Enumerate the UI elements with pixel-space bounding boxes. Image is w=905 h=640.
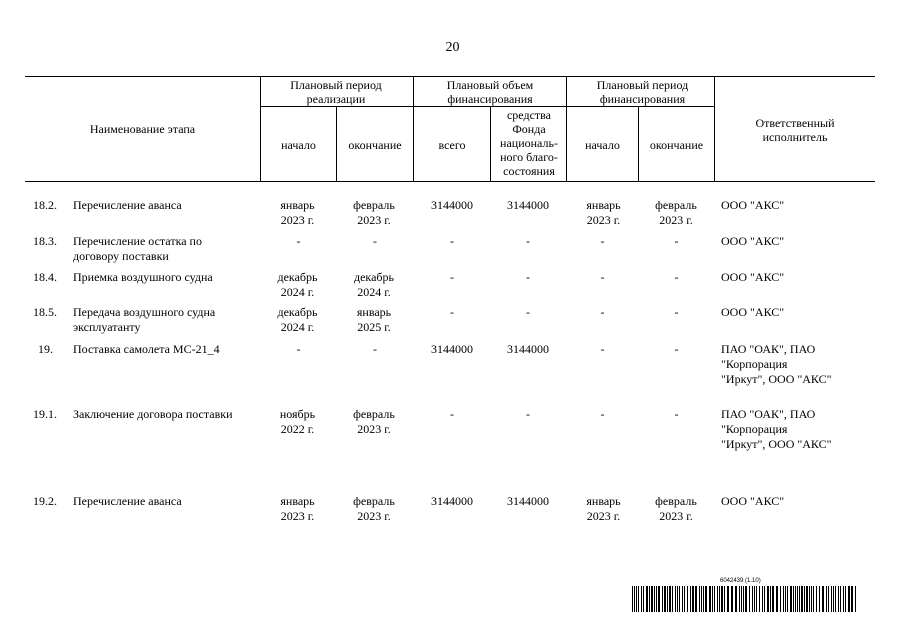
row-fin-start: январь 2023 г. <box>586 494 621 523</box>
header-stage-name: Наименование этапа <box>89 122 196 136</box>
row-number: 18.4. <box>33 270 57 284</box>
row-impl-end: январь 2025 г. <box>356 305 392 334</box>
row-stage-name: Перечисление остатка по договору поставки <box>73 234 202 263</box>
row-total: - <box>450 234 454 248</box>
row-stage-name: Поставка самолета МС-21_4 <box>73 342 220 356</box>
row-fin-start: январь 2023 г. <box>586 198 621 227</box>
row-number: 19.2. <box>33 494 57 508</box>
row-responsible: ООО "АКС" <box>721 494 785 508</box>
table-top-border <box>25 76 875 77</box>
row-stage-name: Приемка воздушного судна <box>73 270 213 284</box>
row-total: 3144000 <box>431 342 473 356</box>
row-impl-start: январь 2023 г. <box>280 198 315 227</box>
row-impl-start: - <box>296 234 301 248</box>
header-responsible: Ответственный исполнитель <box>755 116 835 144</box>
header-fin-period: Плановый период финансирования <box>596 78 689 106</box>
header-fund: средства Фонда националь-ного благо-состояния <box>500 108 558 178</box>
row-stage-name: Передача воздушного судна эксплуатанту <box>73 305 216 334</box>
row-impl-end: февраль 2023 г. <box>353 494 395 523</box>
barcode-icon <box>632 586 856 612</box>
row-impl-end: февраль 2023 г. <box>353 407 395 436</box>
row-fund: 3144000 <box>507 198 549 212</box>
row-responsible: ПАО "ОАК", ПАО "Корпорация "Иркут", ООО "АКС" <box>721 342 832 386</box>
row-number: 18.5. <box>33 305 57 319</box>
page-number: 20 <box>445 40 460 55</box>
col-divider <box>714 76 715 181</box>
row-impl-start: ноябрь 2022 г. <box>279 407 316 436</box>
row-number: 18.2. <box>33 198 57 212</box>
row-fund: 3144000 <box>507 342 549 356</box>
header-fin-volume: Плановый объем финансирования <box>446 78 534 106</box>
row-fund: - <box>526 305 530 319</box>
row-total: 3144000 <box>431 198 473 212</box>
row-total: - <box>450 407 454 421</box>
row-responsible: ООО "АКС" <box>721 234 785 248</box>
row-fin-end: - <box>674 305 679 319</box>
row-fin-end: февраль 2023 г. <box>655 198 697 227</box>
row-responsible: ООО "АКС" <box>721 198 785 212</box>
row-impl-end: февраль 2023 г. <box>353 198 395 227</box>
row-responsible: ООО "АКС" <box>721 305 785 319</box>
header-fin-start: начало <box>585 138 620 152</box>
header-fin-end: окончание <box>649 138 704 152</box>
row-fin-end: - <box>674 407 679 421</box>
col-divider <box>490 106 491 181</box>
row-impl-end: - <box>373 342 377 356</box>
row-fin-start: - <box>600 234 605 248</box>
row-fund: - <box>526 407 530 421</box>
row-fin-end: февраль 2023 г. <box>655 494 697 523</box>
row-total: - <box>450 305 454 319</box>
row-fin-start: - <box>600 342 605 356</box>
row-responsible: ПАО "ОАК", ПАО "Корпорация "Иркут", ООО "АКС" <box>721 407 832 451</box>
row-fin-start: - <box>600 270 605 284</box>
row-fund: 3144000 <box>507 494 549 508</box>
row-total: - <box>450 270 454 284</box>
header-impl-start: начало <box>281 138 316 152</box>
row-number: 19. <box>38 342 53 356</box>
col-divider <box>413 76 414 181</box>
row-fin-end: - <box>674 342 679 356</box>
row-impl-start: январь 2023 г. <box>280 494 315 523</box>
row-number: 18.3. <box>33 234 57 248</box>
row-fin-end: - <box>674 234 679 248</box>
row-stage-name: Заключение договора поставки <box>73 407 233 421</box>
col-divider <box>260 76 261 181</box>
row-impl-start: декабрь 2024 г. <box>277 270 318 299</box>
row-impl-end: - <box>373 234 377 248</box>
row-fund: - <box>526 270 530 284</box>
header-total: всего <box>438 138 466 152</box>
row-impl-end: декабрь 2024 г. <box>354 270 394 299</box>
col-divider <box>566 76 567 181</box>
header-bottom-border <box>25 181 875 182</box>
row-number: 19.1. <box>33 407 57 421</box>
row-impl-start: декабрь 2024 г. <box>277 305 318 334</box>
row-stage-name: Перечисление аванса <box>73 198 182 212</box>
row-responsible: ООО "АКС" <box>721 270 785 284</box>
row-fin-start: - <box>600 407 605 421</box>
header-impl-end: окончание <box>348 138 402 152</box>
row-stage-name: Перечисление аванса <box>73 494 182 508</box>
row-fin-start: - <box>600 305 605 319</box>
row-fin-end: - <box>674 270 679 284</box>
row-impl-start: - <box>296 342 301 356</box>
header-sub-border-impl <box>261 106 413 107</box>
row-fund: - <box>526 234 530 248</box>
barcode-label: 6042439 (1.10) <box>720 578 761 584</box>
header-sub-border-fin <box>414 106 714 107</box>
row-total: 3144000 <box>431 494 473 508</box>
header-impl-period: Плановый период реализации <box>290 78 382 106</box>
